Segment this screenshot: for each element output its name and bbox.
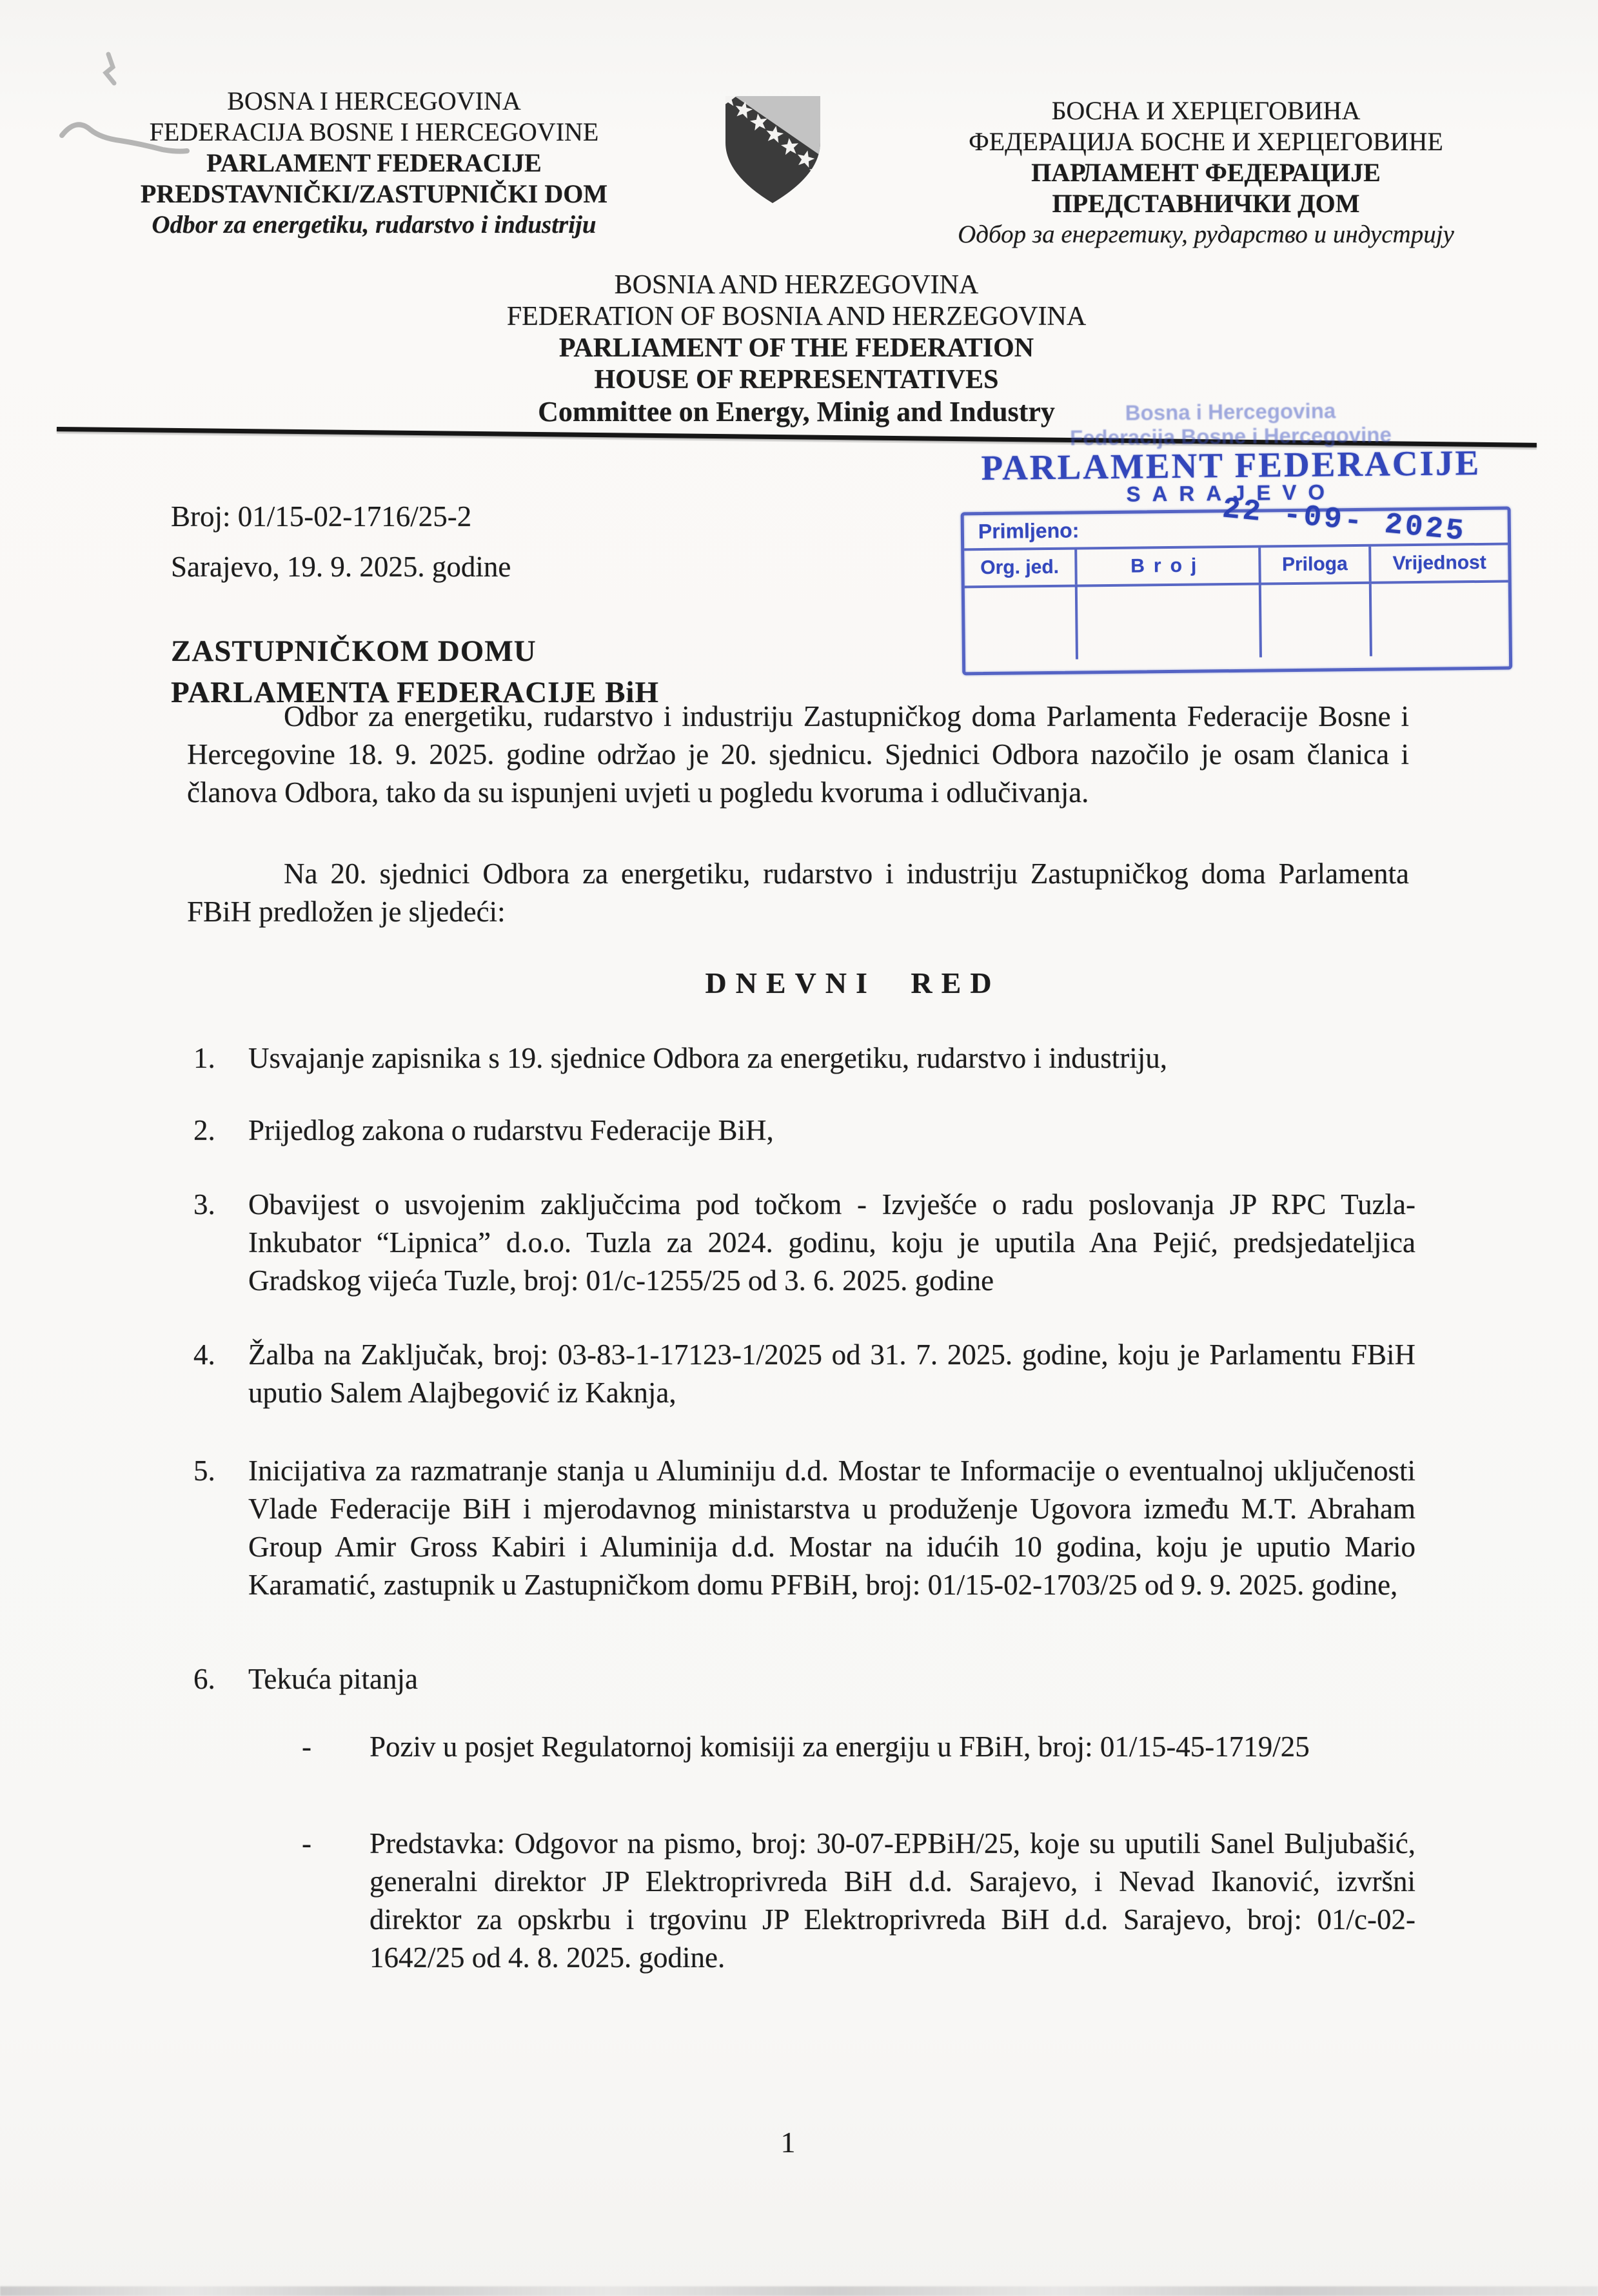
body-paragraph-1: Odbor za energetiku, rudarstvo i industriju Zastupničkog doma Parlamenta Federacije Bosne i Hercegovine 18. 9. 2025. godine održao je 20. sjednicu. Sjednici Odbora nazočilo je osam članica i članova Odbora, tako da su ispunjeni uvjeti u pogledu kvoruma i odlučivanja.: [187, 700, 1409, 809]
letterhead-latin-line: BOSNA I HERCEGOVINA: [227, 86, 521, 115]
stamp-city: SARAJEVO: [1126, 480, 1337, 506]
letterhead-cyrillic-line: БОСНА И ХЕРЦЕГОВИНА: [1051, 96, 1361, 125]
letterhead-english-line: HOUSE OF REPRESENTATIVES: [594, 365, 999, 395]
agenda-item-number: 3.: [193, 1188, 215, 1221]
letterhead-cyrillic-line: ФЕДЕРАЦИЈА БОСНЕ И ХЕРЦЕГОВИНЕ: [969, 127, 1443, 156]
agenda-item-number: 4.: [193, 1339, 215, 1371]
letterhead-latin-line: FEDERACIJA BOSNE I HERCEGOVINE: [149, 117, 599, 146]
agenda-subitem-2: [297, 1825, 1416, 1977]
stamp-col-header: Org. jed.: [964, 550, 1078, 586]
stamp-empty-cell: [965, 587, 1079, 661]
agenda-item-number: 6.: [193, 1663, 215, 1695]
agenda-item-4: [193, 1336, 1416, 1412]
letterhead-cyrillic: [935, 95, 1477, 250]
letterhead-latin-line: PARLAMENT FEDERACIJE: [206, 148, 542, 177]
agenda-item-text: Usvajanje zapisnika s 19. sjednice Odbora za energetiku, rudarstvo i industriju,: [248, 1042, 1168, 1074]
letterhead-english-line: BOSNIA AND HERZEGOVINA: [614, 270, 979, 300]
reference-number: Broj: 01/15-02-1716/25-2: [171, 500, 472, 533]
stamp-row-headers: [964, 545, 1508, 589]
place-and-date: Sarajevo, 19. 9. 2025. godine: [171, 551, 511, 583]
agenda-title: DNEVNI RED: [705, 966, 1001, 999]
scan-edge-artifact: [0, 2286, 1598, 2296]
receipt-stamp: [940, 397, 1523, 675]
stamp-col-header: Priloga: [1261, 547, 1371, 583]
recipient-line: PARLAMENTA FEDERACIJE BiH: [171, 676, 660, 709]
agenda-subitem-text: Poziv u posjet Regulatornoj komisiji za energiju u FBiH, broj: 01/15-45-1719/25: [370, 1731, 1310, 1763]
agenda-item-2: [193, 1112, 1416, 1150]
stamp-empty-cell: [1078, 585, 1262, 660]
stamp-col-header: Vrijednost: [1392, 551, 1486, 574]
stamp-received-label: Primljeno:: [978, 518, 1080, 544]
letterhead-english-line: PARLIAMENT OF THE FEDERATION: [558, 333, 1034, 363]
agenda-subitem-bullet: -: [302, 1827, 311, 1859]
page-number: 1: [780, 2126, 796, 2159]
agenda-item-text: Obavijest o usvojenim zaključcima pod točkom - Izvješće o radu poslovanja JP RPC Tuzla-Inkubator “Lipnica” d.o.o. Tuzla za 2024. godinu, koju je uputila Ana Pejić, predsjedateljica Gradskog vijeća Tuzle, broj: 01/c-1255/25 od 3. 6. 2025. godine: [248, 1188, 1416, 1297]
letterhead-cyrillic-line: ПАРЛАМЕНТ ФЕДЕРАЦИЈЕ: [1031, 158, 1381, 187]
letterhead-latin: [123, 86, 626, 240]
letterhead-cyrillic-committee: Одбор за енергетику, рударство и индустрију: [958, 221, 1454, 248]
stamp-empty-cell: [1261, 584, 1372, 658]
agenda-item-number: 1.: [193, 1042, 215, 1074]
recipient-line: ZASTUPNIČKOM DOMU: [171, 634, 537, 668]
agenda-item-number: 5.: [193, 1455, 215, 1487]
agenda-item-1: [193, 1039, 1416, 1077]
agenda-item-text: Prijedlog zakona o rudarstvu Federacije BiH,: [248, 1114, 774, 1146]
letterhead-latin-line: PREDSTAVNIČKI/ZASTUPNIČKI DOM: [140, 179, 608, 208]
stamp-date: 22 -09- 2025: [1221, 492, 1468, 549]
stamp-row-empty: [965, 583, 1509, 661]
agenda-subitem-1: [297, 1728, 1416, 1766]
body-paragraph-2: Na 20. sjednici Odbora za energetiku, rudarstvo i industriju Zastupničkog doma Parlamenta FBiH predložen je sljedeći:: [187, 858, 1409, 928]
agenda-item-3: [193, 1186, 1416, 1300]
bih-coat-of-arms-icon: [720, 92, 825, 207]
agenda-item-text: Tekuća pitanja: [248, 1663, 418, 1695]
agenda-item-text: Žalba na Zaključak, broj: 03-83-1-17123-1/2025 od 31. 7. 2025. godine, koju je Parlamentu FBiH uputio Salem Alajbegović iz Kaknja,: [248, 1339, 1416, 1409]
letterhead-english-committee: Committee on Energy, Minig and Industry: [538, 396, 1055, 427]
agenda-subitem-bullet: -: [302, 1731, 311, 1763]
agenda-item-number: 2.: [193, 1114, 215, 1146]
stamp-title: PARLAMENT FEDERACIJE: [981, 442, 1481, 488]
agenda-item-6: [193, 1660, 1416, 1698]
agenda-item-5: [193, 1452, 1416, 1604]
agenda-list: [193, 1039, 1416, 1977]
stamp-empty-cell: [1371, 583, 1509, 656]
reference-block: [171, 491, 511, 592]
stamp-col-header: Broj: [1078, 548, 1261, 585]
stamp-faint-line: Bosna i Hercegovina: [1125, 398, 1336, 425]
letterhead-latin-committee: Odbor za energetiku, rudarstvo i industriju: [152, 211, 597, 239]
agenda-item-text: Inicijativa za razmatranje stanja u Aluminiju d.d. Mostar te Informacije o eventualnoj uključenosti Vlade Federacije BiH i mjerodavnog ministarstva u produženje Ugovora između M.T. Abraham Group Amir Gross Kabiri i Aluminija d.d. Mostar na idućih 10 godina, koju je uputio Mario Karamatić, zastupnik u Zastupničkom domu PFBiH, broj: 01/15-02-1703/25 od 9. 9. 2025. godine,: [248, 1455, 1416, 1601]
letterhead-cyrillic-line: ПРЕДСТАВНИЧКИ ДОМ: [1052, 189, 1360, 218]
stamp-faint-line: Federacija Bosne i Hercegovine: [1069, 422, 1392, 450]
letterhead-english-line: FEDERATION OF BOSNIA AND HERZEGOVINA: [506, 302, 1087, 331]
agenda-subitem-text: Predstavka: Odgovor na pismo, broj: 30-07-EPBiH/25, koje su uputili Sanel Buljubašić, generalni direktor JP Elektroprivreda BiH d.d. Sarajevo, i Nevad Ikanović, izvršni direktor za opskrbu i trgovinu JP Elektroprivreda BiH d.d. Sarajevo, broj: 01/c-02-1642/25 od 4. 8. 2025. godine.: [370, 1827, 1416, 1974]
